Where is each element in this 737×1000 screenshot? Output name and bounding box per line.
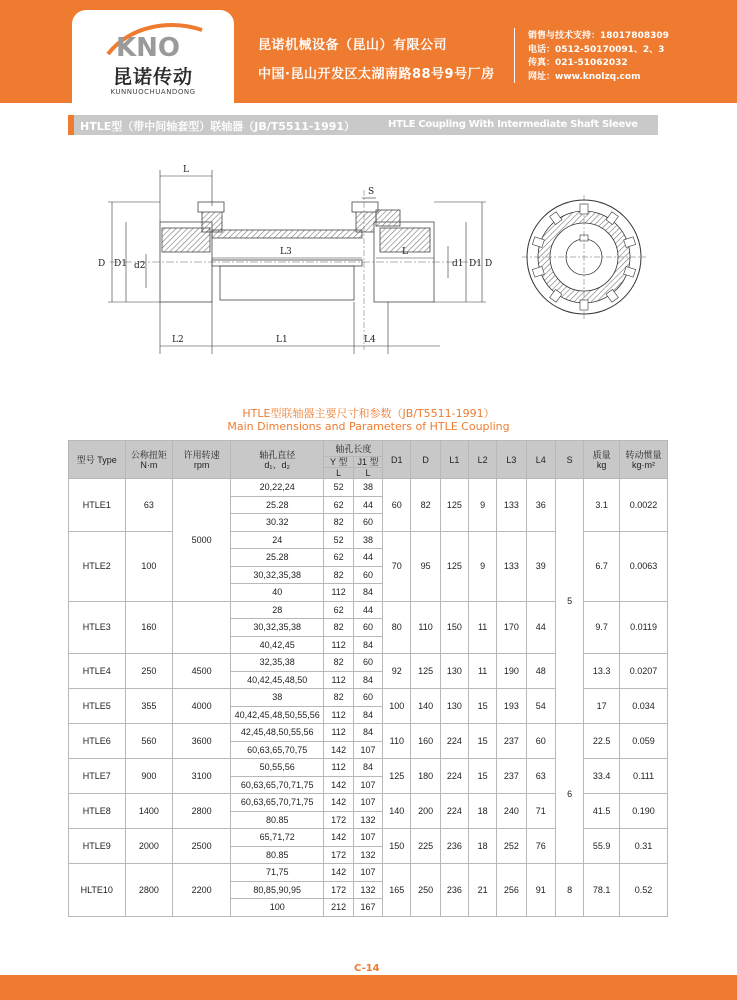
table-row — [69, 724, 668, 742]
table-cell: 1400 — [125, 794, 173, 829]
table-cell: 172 — [324, 881, 353, 899]
table-title-en: Main Dimensions and Parameters of HTLE Coupling — [227, 420, 510, 433]
dim-L1-label: L1 — [276, 335, 288, 345]
table-cell: 40,42,45,48,50 — [230, 671, 324, 689]
table-cell: 2800 — [125, 864, 173, 917]
table-cell — [173, 601, 231, 654]
col-D1: D1 — [383, 441, 411, 479]
table-cell: 140 — [411, 689, 440, 724]
table-cell: 15 — [469, 724, 497, 759]
table-cell: 62 — [324, 496, 353, 514]
table-cell: 237 — [497, 759, 526, 794]
table-cell: 0.0022 — [620, 479, 668, 532]
table-cell: 30.32 — [230, 514, 324, 532]
dim-L2-label: L2 — [172, 335, 184, 345]
table-cell: 52 — [324, 479, 353, 497]
coupling-drawing — [90, 150, 510, 370]
table-cell: 65,71,72 — [230, 829, 324, 847]
table-cell: 180 — [411, 759, 440, 794]
table-cell: 0.0207 — [620, 654, 668, 689]
table-cell: 240 — [497, 794, 526, 829]
table-cell: 62 — [324, 601, 353, 619]
table-cell: 112 — [324, 636, 353, 654]
table-cell: 142 — [324, 794, 353, 812]
table-cell: 9 — [469, 531, 497, 601]
table-cell: 18 — [469, 794, 497, 829]
table-cell: 112 — [324, 706, 353, 724]
table-cell: 82 — [324, 654, 353, 672]
table-cell: 125 — [440, 531, 468, 601]
table-cell: 132 — [353, 881, 382, 899]
table-cell: 60 — [353, 566, 382, 584]
table-cell: 21 — [469, 864, 497, 917]
table-cell: 84 — [353, 636, 382, 654]
table-cell: 130 — [440, 654, 468, 689]
brand-name-cn: 昆诺传动 — [112, 66, 193, 88]
table-cell: 42,45,48,50,55,56 — [230, 724, 324, 742]
table-title-cn: HTLE型联轴器主要尺寸和参数（JB/T5511-1991） — [242, 407, 495, 420]
table-cell: 167 — [353, 899, 382, 917]
table-row — [69, 864, 668, 882]
logo — [72, 10, 234, 103]
table-cell: 3100 — [173, 759, 231, 794]
dim-L-label: L — [183, 165, 189, 175]
table-cell: 112 — [324, 724, 353, 742]
table-cell: 48 — [526, 654, 555, 689]
table-cell: HTLE4 — [69, 654, 126, 689]
table-cell: 11 — [469, 654, 497, 689]
table-cell: 0.52 — [620, 864, 668, 917]
table-cell: 560 — [125, 724, 173, 759]
table-cell: 3600 — [173, 724, 231, 759]
header-divider — [514, 28, 515, 83]
contact-sales: 销售与技术支持：18017808309 — [528, 31, 669, 41]
table-cell: 25.28 — [230, 549, 324, 567]
table-cell: 237 — [497, 724, 526, 759]
table-cell: 100 — [383, 689, 411, 724]
col-type: 型号 Type — [69, 441, 126, 479]
table-cell: 142 — [324, 829, 353, 847]
table-cell: 170 — [497, 601, 526, 654]
page-footer-bar — [0, 975, 737, 1000]
table-cell: HTLE9 — [69, 829, 126, 864]
table-cell: 112 — [324, 671, 353, 689]
col-L4: L4 — [526, 441, 555, 479]
table-cell: 3.1 — [584, 479, 620, 532]
table-cell: 110 — [383, 724, 411, 759]
table-cell: 236 — [440, 829, 468, 864]
table-cell: 40,42,45,48,50,55,56 — [230, 706, 324, 724]
col-torque: 公称扭矩 N·m — [125, 441, 173, 479]
table-cell: 2500 — [173, 829, 231, 864]
brand-name-en: KUNNUOCHUANDONG — [110, 88, 196, 96]
table-cell: 24 — [230, 531, 324, 549]
table-cell: 63 — [125, 479, 173, 532]
table-cell: 6 — [555, 724, 583, 864]
table-cell: 60 — [353, 619, 382, 637]
table-cell: 2000 — [125, 829, 173, 864]
table-cell: 84 — [353, 584, 382, 602]
table-cell: 84 — [353, 671, 382, 689]
dim-D-right-label: D — [485, 259, 493, 269]
table-cell: 39 — [526, 531, 555, 601]
table-cell: 11 — [469, 601, 497, 654]
table-cell: 142 — [324, 741, 353, 759]
col-L1: L1 — [440, 441, 468, 479]
table-cell: 250 — [411, 864, 440, 917]
table-cell: 82 — [324, 619, 353, 637]
svg-text:KNO: KNO — [116, 33, 181, 62]
col-bore: 轴孔直径 d₁、d₂ — [230, 441, 324, 479]
table-cell: 60 — [353, 654, 382, 672]
table-cell: HTLE1 — [69, 479, 126, 532]
parameters-table — [68, 440, 668, 917]
col-speed: 许用转速 rpm — [173, 441, 231, 479]
table-cell: 60,63,65,70,71,75 — [230, 794, 324, 812]
table-cell: 38 — [353, 479, 382, 497]
table-cell: 172 — [324, 811, 353, 829]
table-cell: HTLE6 — [69, 724, 126, 759]
table-cell: 60 — [353, 514, 382, 532]
table-cell: 20,22,24 — [230, 479, 324, 497]
dim-L4-label: L4 — [364, 335, 376, 345]
table-cell: 50,55,56 — [230, 759, 324, 777]
table-cell: 900 — [125, 759, 173, 794]
table-cell: 28 — [230, 601, 324, 619]
col-j1-l: L — [353, 468, 382, 479]
table-cell: 44 — [353, 601, 382, 619]
table-cell: 0.111 — [620, 759, 668, 794]
dim-D-label: D — [98, 259, 106, 269]
table-cell: 107 — [353, 776, 382, 794]
dim-D1-label: D1 — [114, 259, 127, 269]
table-cell: 224 — [440, 794, 468, 829]
table-cell: 165 — [383, 864, 411, 917]
table-cell: 107 — [353, 741, 382, 759]
table-cell: 252 — [497, 829, 526, 864]
table-cell: 224 — [440, 724, 468, 759]
table-cell: 133 — [497, 479, 526, 532]
table-cell: 160 — [411, 724, 440, 759]
table-cell: 80,85,90,95 — [230, 881, 324, 899]
table-cell: 30,32,35,38 — [230, 566, 324, 584]
col-j1-type: J1 型 — [353, 457, 382, 468]
table-cell: 107 — [353, 829, 382, 847]
table-cell: 0.31 — [620, 829, 668, 864]
table-cell: 9 — [469, 479, 497, 532]
table-cell: 0.0063 — [620, 531, 668, 601]
table-cell: HTLE2 — [69, 531, 126, 601]
table-cell: 71,75 — [230, 864, 324, 882]
table-cell: 6.7 — [584, 531, 620, 601]
table-cell: 133 — [497, 531, 526, 601]
table-cell: 30,32,35,38 — [230, 619, 324, 637]
table-cell: 41.5 — [584, 794, 620, 829]
table-cell: 190 — [497, 654, 526, 689]
table-cell: 60 — [353, 689, 382, 707]
table-cell: HTLE8 — [69, 794, 126, 829]
page-header — [0, 0, 737, 103]
coupling-end-view — [522, 195, 646, 319]
table-cell: 142 — [324, 864, 353, 882]
table-cell: 33.4 — [584, 759, 620, 794]
table-cell: 132 — [353, 846, 382, 864]
table-cell: 38 — [353, 531, 382, 549]
table-cell: 25.28 — [230, 496, 324, 514]
section-title-cn: HTLE型（带中间轴套型）联轴器（JB/T5511-1991） — [80, 120, 356, 133]
table-cell: 32,35,38 — [230, 654, 324, 672]
table-cell: 4500 — [173, 654, 231, 689]
table-cell: 107 — [353, 864, 382, 882]
table-cell: 17 — [584, 689, 620, 724]
col-L3: L3 — [497, 441, 526, 479]
table-cell: 15 — [469, 689, 497, 724]
table-cell: 140 — [383, 794, 411, 829]
table-cell: 95 — [411, 531, 440, 601]
table-cell: 76 — [526, 829, 555, 864]
contact-website: 网址：www.knolzq.com — [528, 71, 641, 82]
table-cell: 107 — [353, 794, 382, 812]
table-cell: 2800 — [173, 794, 231, 829]
table-cell: 200 — [411, 794, 440, 829]
table-cell: 84 — [353, 706, 382, 724]
table-cell: 2200 — [173, 864, 231, 917]
table-cell: 5000 — [173, 479, 231, 602]
table-cell: 13.3 — [584, 654, 620, 689]
table-cell: 44 — [526, 601, 555, 654]
table-cell: 82 — [324, 566, 353, 584]
table-cell: 112 — [324, 759, 353, 777]
section-title-bar — [68, 115, 658, 135]
dim-L3-label: L3 — [280, 247, 292, 257]
table-cell: 62 — [324, 549, 353, 567]
table-cell: 82 — [324, 689, 353, 707]
table-cell: 60,63,65,70,71,75 — [230, 776, 324, 794]
col-D: D — [411, 441, 440, 479]
table-cell: 172 — [324, 846, 353, 864]
table-cell: 80.85 — [230, 811, 324, 829]
col-inertia: 转动惯量 kg·m² — [620, 441, 668, 479]
col-length: 轴孔长度 — [324, 441, 383, 457]
table-cell: 78.1 — [584, 864, 620, 917]
table-cell: 80.85 — [230, 846, 324, 864]
table-cell: 0.059 — [620, 724, 668, 759]
table-cell: 70 — [383, 531, 411, 601]
table-cell: 18 — [469, 829, 497, 864]
table-cell: 84 — [353, 724, 382, 742]
table-cell: 8 — [555, 864, 583, 917]
dim-d2-label: d2 — [134, 261, 146, 271]
table-cell: 212 — [324, 899, 353, 917]
table-cell: 224 — [440, 759, 468, 794]
table-cell: 44 — [353, 549, 382, 567]
page-number: C-14 — [354, 963, 380, 974]
table-cell: 225 — [411, 829, 440, 864]
table-cell: 38 — [230, 689, 324, 707]
table-cell: 80 — [383, 601, 411, 654]
table-cell: 36 — [526, 479, 555, 532]
table-cell: 142 — [324, 776, 353, 794]
table-cell: 355 — [125, 689, 173, 724]
col-y-type: Y 型 — [324, 457, 353, 468]
table-cell: 193 — [497, 689, 526, 724]
table-cell: 82 — [324, 514, 353, 532]
table-cell: 130 — [440, 689, 468, 724]
table-cell: HTLE5 — [69, 689, 126, 724]
dim-L-right-label: L — [402, 247, 408, 257]
table-cell: 92 — [383, 654, 411, 689]
table-cell: 125 — [440, 479, 468, 532]
table-cell: HLTE10 — [69, 864, 126, 917]
table-cell: 60 — [383, 479, 411, 532]
dim-S-label: S — [368, 187, 375, 197]
table-cell: 44 — [353, 496, 382, 514]
table-row — [69, 479, 668, 497]
table-cell: HTLE7 — [69, 759, 126, 794]
table-cell: 9.7 — [584, 601, 620, 654]
col-L2: L2 — [469, 441, 497, 479]
table-cell: 125 — [411, 654, 440, 689]
company-address: 中国·昆山开发区太湖南路88号9号厂房 — [258, 67, 495, 82]
table-cell: 22.5 — [584, 724, 620, 759]
table-cell: 100 — [230, 899, 324, 917]
table-cell: 100 — [125, 531, 173, 601]
table-cell: 63 — [526, 759, 555, 794]
table-cell: 160 — [125, 601, 173, 654]
kno-logo-icon — [102, 16, 206, 62]
table-cell: 125 — [383, 759, 411, 794]
table-cell: 0.190 — [620, 794, 668, 829]
table-cell: 52 — [324, 531, 353, 549]
table-cell: 150 — [440, 601, 468, 654]
col-mass: 质量 kg — [584, 441, 620, 479]
dim-d1-label: d1 — [452, 259, 464, 269]
table-cell: 132 — [353, 811, 382, 829]
table-cell: 60,63,65,70,75 — [230, 741, 324, 759]
table-cell: 0.0119 — [620, 601, 668, 654]
table-cell: 236 — [440, 864, 468, 917]
section-title-en: HTLE Coupling With Intermediate Shaft Sleeve — [388, 119, 638, 130]
table-cell: 4000 — [173, 689, 231, 724]
table-cell: 40,42,45 — [230, 636, 324, 654]
table-cell: HTLE3 — [69, 601, 126, 654]
col-y-l: L — [324, 468, 353, 479]
table-cell: 5 — [555, 479, 583, 724]
table-cell: 82 — [411, 479, 440, 532]
dim-D1-right-label: D1 — [469, 259, 482, 269]
company-name: 昆诺机械设备（昆山）有限公司 — [258, 38, 448, 53]
contact-fax: 传真：021-51062032 — [528, 58, 628, 68]
table-cell: 54 — [526, 689, 555, 724]
table-cell: 0.034 — [620, 689, 668, 724]
table-cell: 91 — [526, 864, 555, 917]
table-cell: 71 — [526, 794, 555, 829]
table-cell: 112 — [324, 584, 353, 602]
table-cell: 250 — [125, 654, 173, 689]
table-cell: 150 — [383, 829, 411, 864]
contact-phone: 电话：0512-50170091、2、3 — [528, 44, 665, 55]
table-cell: 256 — [497, 864, 526, 917]
col-S: S — [555, 441, 583, 479]
table-cell: 55.9 — [584, 829, 620, 864]
table-cell: 60 — [526, 724, 555, 759]
table-cell: 110 — [411, 601, 440, 654]
table-cell: 15 — [469, 759, 497, 794]
table-cell: 40 — [230, 584, 324, 602]
table-cell: 84 — [353, 759, 382, 777]
